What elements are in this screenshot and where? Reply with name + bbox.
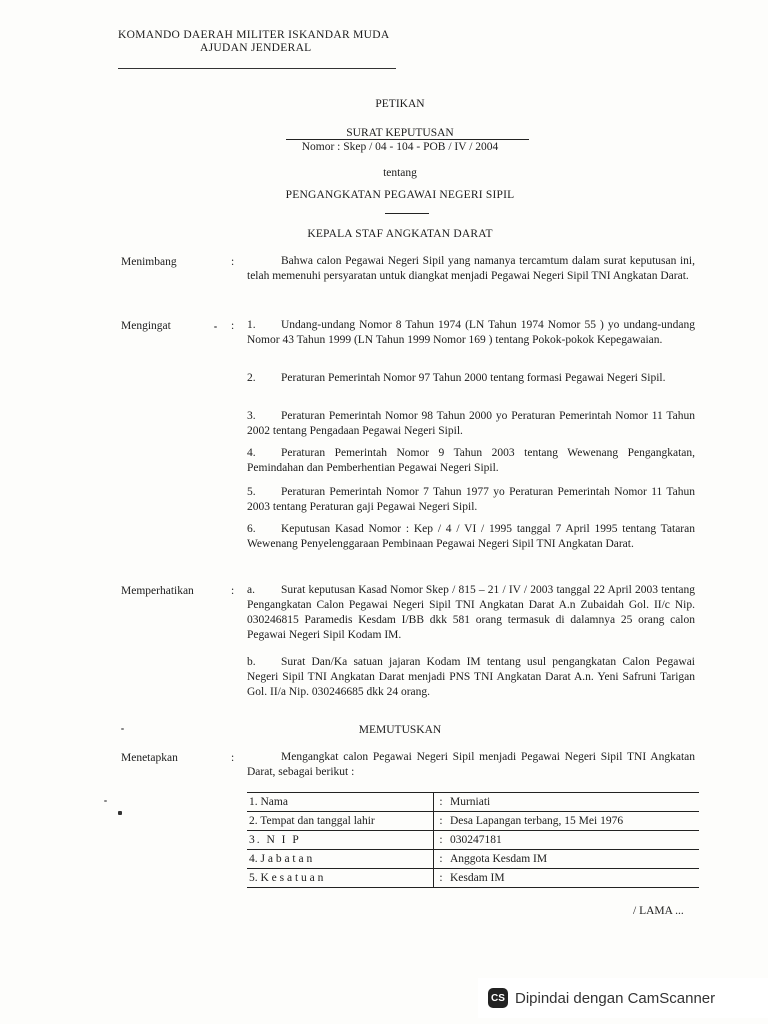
- table-row: [247, 812, 699, 831]
- menimbang-colon: :: [231, 256, 235, 268]
- title-underline: [286, 139, 529, 140]
- mengingat-item-4: 4. Peraturan Pemerintah Nomor 9 Tahun 2003 tentang Wewenang Pengangkatan, Pemindahan dan Pemberhentian Pegawai Negeri Sipil.: [247, 447, 695, 474]
- row-key: 1. Nama: [247, 793, 434, 812]
- row-sep: :: [434, 850, 449, 869]
- row-key: 2. Tempat dan tanggal lahir: [247, 812, 434, 831]
- camscanner-text: Dipindai dengan CamScanner: [515, 989, 716, 1007]
- menetapkan-text: Mengangkat calon Pegawai Negeri Sipil menjadi Pegawai Negeri Sipil TNI Angkatan Darat, sebagai berikut :: [247, 751, 695, 778]
- header-line-1: KOMANDO DAERAH MILITER ISKANDAR MUDA: [118, 29, 390, 41]
- mengingat-item-1: 1. Undang-undang Nomor 8 Tahun 1974 (LN Tahun 1974 Nomor 55 ) yo undang-undang Nomor 43 Tahun 1999 (LN Tahun 1999 Nomor 169 ) tentang Pokok-pokok Kepegawaian.: [247, 319, 695, 346]
- mengingat-item-3: 3. Peraturan Pemerintah Nomor 98 Tahun 2000 yo Peraturan Pemerintah Nomor 11 Tahun 2002 tentang Pengadaan Pegawai Negeri Sipil.: [247, 410, 695, 437]
- scan-speck: [121, 728, 124, 730]
- subject-divider: [385, 213, 429, 214]
- mengingat-label: Mengingat: [121, 320, 171, 332]
- header-line-2: AJUDAN JENDERAL: [200, 42, 312, 54]
- row-value: 030247181: [448, 831, 699, 850]
- table-row: [247, 869, 699, 888]
- table-row: [247, 793, 699, 812]
- surat-keputusan-title: SURAT KEPUTUSAN: [346, 127, 454, 139]
- memutuskan-heading: MEMUTUSKAN: [358, 724, 442, 736]
- nomor-line: Nomor : Skep / 04 - 104 - POB / IV / 2004: [301, 141, 499, 153]
- mengingat-colon: :: [231, 320, 235, 332]
- row-key: 5. K e s a t u a n: [247, 869, 434, 888]
- row-value: Anggota Kesdam IM: [448, 850, 699, 869]
- memperhatikan-item-a: a. Surat keputusan Kasad Nomor Skep / 815 – 21 / IV / 2003 tanggal 22 April 2003 tentang Pengangkatan Calon Pegawai Negeri Sipil TNI Angkatan Darat A.n Zubaidah Gol. II/c Nip. 030246815 Paramedis Kesdam I/BB dkk 581 orang termasuk di dalamnya 25 orang calon Pegawai Negeri Sipil Kodam IM.: [247, 584, 695, 641]
- header-divider: [118, 68, 396, 69]
- table-row: [247, 831, 699, 850]
- camscanner-watermark: [478, 978, 768, 1018]
- continued-marker: / LAMA ...: [633, 905, 684, 917]
- mengingat-item-6: 6. Keputusan Kasad Nomor : Kep / 4 / VI / 1995 tanggal 7 April 1995 tentang Tataran Wewenang Penyelenggaraan Pembinaan Pegawai Negeri Sipil TNI Angkatan Darat.: [247, 523, 695, 550]
- row-value: Murniati: [448, 793, 699, 812]
- memperhatikan-label: Memperhatikan: [121, 585, 194, 597]
- mengingat-item-2: 2. Peraturan Pemerintah Nomor 97 Tahun 2000 tentang formasi Pegawai Negeri Sipil.: [247, 372, 666, 384]
- table-row: [247, 850, 699, 869]
- scan-speck: [118, 811, 122, 815]
- mengingat-item-5: 5. Peraturan Pemerintah Nomor 7 Tahun 1977 yo Peraturan Pemerintah Nomor 11 Tahun 2003 tentang Peraturan gaji Pegawai Negeri Sipil.: [247, 486, 695, 513]
- menimbang-label: Menimbang: [121, 256, 177, 268]
- menimbang-text: Bahwa calon Pegawai Negeri Sipil yang namanya tercamtum dalam surat keputusan ini, telah memenuhi persyaratan untuk diangkat menjadi Pegawai Negeri Sipil TNI Angkatan Darat.: [247, 255, 695, 282]
- tentang-line: tentang: [383, 167, 417, 179]
- row-sep: :: [434, 831, 449, 850]
- row-value: Desa Lapangan terbang, 15 Mei 1976: [448, 812, 699, 831]
- camscanner-logo-icon: CS: [488, 988, 508, 1008]
- row-value: Kesdam IM: [448, 869, 699, 888]
- subject-line: PENGANGKATAN PEGAWAI NEGERI SIPIL: [285, 189, 515, 201]
- memperhatikan-item-b: b. Surat Dan/Ka satuan jajaran Kodam IM tentang usul pengangkatan Calon Pegawai Negeri Sipil TNI Angkatan Darat menjadi PNS TNI Angkatan Darat A.n. Yeni Safruni Tarigan Gol. II/a Nip. 030246685 dkk 24 orang.: [247, 656, 695, 698]
- menetapkan-label: Menetapkan: [121, 752, 178, 764]
- issuer-line: KEPALA STAF ANGKATAN DARAT: [307, 228, 493, 240]
- row-sep: :: [434, 869, 449, 888]
- row-sep: :: [434, 793, 449, 812]
- scan-speck: [104, 800, 107, 802]
- row-sep: :: [434, 812, 449, 831]
- scan-speck: [214, 326, 217, 328]
- row-key: 4. J a b a t a n: [247, 850, 434, 869]
- petikan-title: PETIKAN: [375, 98, 425, 110]
- memperhatikan-colon: :: [231, 585, 235, 597]
- menetapkan-colon: :: [231, 752, 235, 764]
- row-key: 3. N I P: [247, 831, 434, 850]
- employee-data-table: [247, 792, 699, 888]
